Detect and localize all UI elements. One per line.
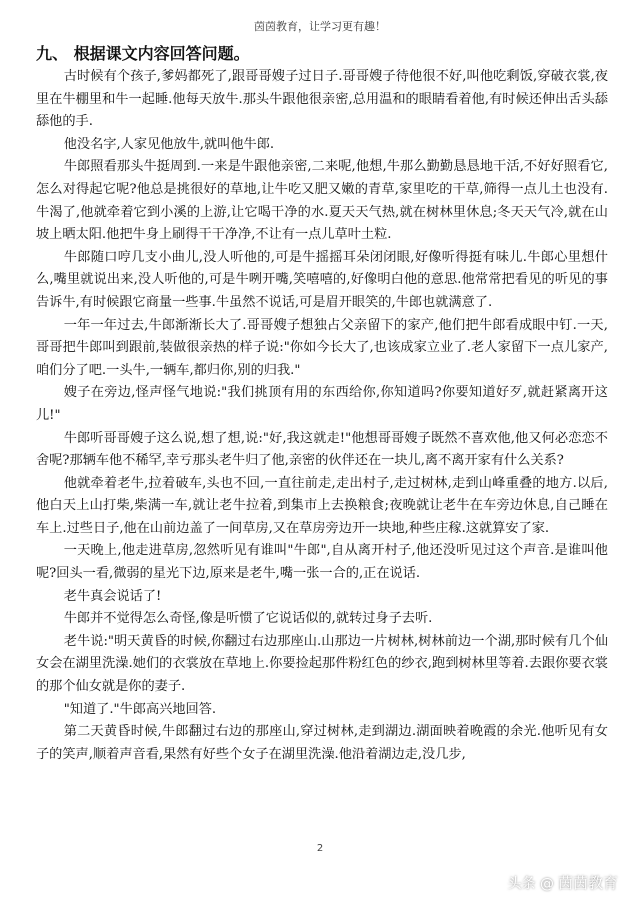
paragraph-14: 第二天黄昏时候,牛郎翻过右边的那座山,穿过树林,走到湖边.湖面映着晚霞的余光.他听见有女子的笑声,顺着声音看,果然有好些个女子在湖里洗澡.他沿着湖边走,没几步, (36, 724, 608, 762)
paragraph-1: 古时候有个孩子,爹妈都死了,跟哥哥嫂子过日子.哥哥嫂子待他很不好,叫他吃剩饭,穿破衣裳,夜里在牛棚里和牛一起睡.他每天放牛.那头牛跟他很亲密,总用温和的眼睛看着他,有时候还伸出舌头舔舔他的手. (36, 69, 608, 130)
document-body (36, 42, 608, 766)
paragraph-8: 他就牵着老牛,拉着破车,头也不回,一直往前走,走出村子,走过树林,走到山峰重叠的地方.以后,他白天上山打柴,柴满一车,就让老牛拉着,到集市上去换粮食;夜晚就让老牛在车旁边休息,自己睡在车上.过些日子,他在山前边盖了一间草房,又在草房旁边开一块地,种些庄稼.这就算安了家. (36, 475, 608, 536)
section-title: 九、 根据课文内容回答问题。 (36, 44, 250, 63)
paragraph-9: 一天晚上,他走进草房,忽然听见有谁叫"牛郎",自从离开村子,他还没听见过这个声音.是谁叫他呢?回头一看,微弱的星光下边,原来是老牛,嘴一张一合的,正在说话. (36, 543, 608, 582)
paragraph-4: 牛郎随口哼几支小曲儿,没人听他的,可是牛摇摇耳朵闭闭眼,好像听得挺有味儿.牛郎心里想什么,嘴里就说出来,没人听他的,可是牛咧开嘴,笑嘻嘻的,好像明白他的意思.他常常把看见的听见的事告诉牛,有时候跟它商量一些事.牛虽然不说话,可是眉开眼笑的,牛郎也就满意了. (36, 249, 608, 310)
paragraph-6: 嫂子在旁边,怪声怪气地说:"我们挑顶有用的东西给你,你知道吗?你要知道好歹,就赶紧离开这儿!" (36, 385, 608, 423)
paragraph-5: 一年一年过去,牛郎渐渐长大了.哥哥嫂子想独占父亲留下的家产,他们把牛郎看成眼中钉.一天,哥哥把牛郎叫到跟前,装做很亲热的样子说:"你如今长大了,也该成家立业了.老人家留下一点儿家产,咱们分了吧.一头牛,一辆车,都归你,别的归我." (36, 317, 608, 378)
page-number: 2 (316, 843, 324, 854)
page-header: 茵茵教育，让学习更有趣！ (254, 20, 386, 33)
watermark (508, 872, 618, 893)
paragraph-10: 老牛真会说话了! (63, 588, 162, 604)
paragraph-7: 牛郎听哥哥嫂子这么说,想了想,说:"好,我这就走!"他想哥哥嫂子既然不喜欢他,他又何必恋恋不舍呢?那辆车他不稀罕,幸亏那头老牛归了他,亲密的伙伴还在一块儿,离不离开家有什么关系? (36, 430, 608, 469)
paragraph-12: 老牛说:"明天黄昏的时候,你翻过右边那座山.山那边一片树林,树林前边一个湖,那时候有几个仙女会在湖里洗澡.她们的衣裳放在草地上.你要捡起那件粉红色的纱衣,跑到树林里等着.去跟你要衣裳的那个仙女就是你的妻子. (36, 633, 608, 695)
paragraph-3: 牛郎照看那头牛挺周到.一来是牛跟他亲密,二来呢,他想,牛那么勤勤恳恳地干活,不好好照看它,怎么对得起它呢?他总是挑很好的草地,让牛吃又肥又嫩的青草,家里吃的干草,筛得一点儿土也没有.牛渴了,他就牵着它到小溪的上游,让它喝干净的水.夏天天气热,就在树林里休息;冬天天气冷,就在山坡上晒太阳.他把牛身上刷得干干净净,不让有一点儿草叶土粒. (36, 159, 608, 243)
paragraph-2: 他没名字,人家见他放牛,就叫他牛郎. (63, 136, 275, 152)
paragraph-11: 牛郎并不觉得怎么奇怪,像是听惯了它说话似的,就转过身子去听. (63, 611, 433, 627)
watermark-brand: 茵茵教育 (557, 874, 618, 892)
watermark-prefix: 头条 @ (507, 875, 554, 892)
paragraph-13: "知道了."牛郎高兴地回答. (63, 701, 217, 717)
